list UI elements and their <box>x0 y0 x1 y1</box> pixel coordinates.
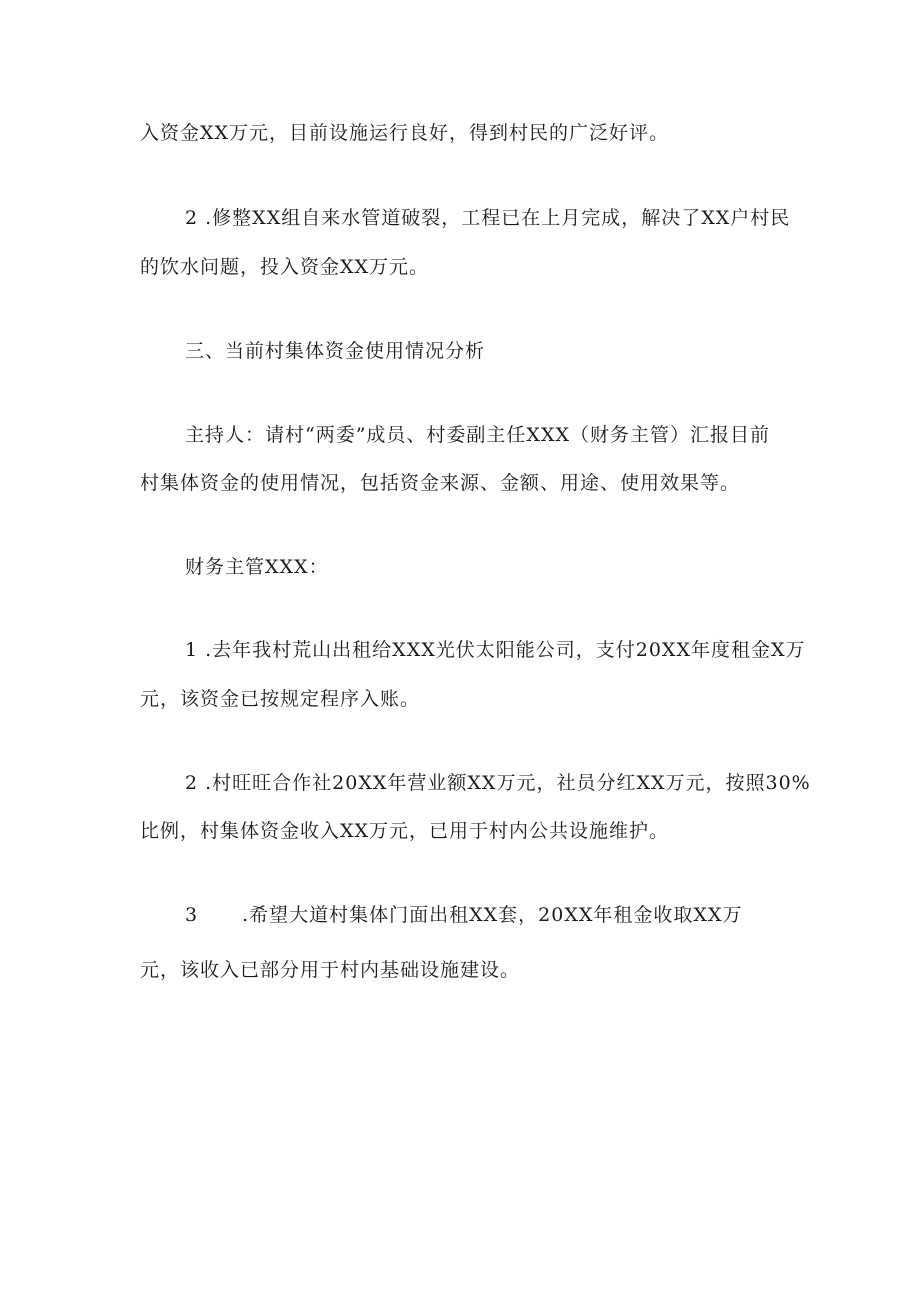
paragraph-line: 的饮水问题，投入资金XX万元。 <box>140 256 430 278</box>
paragraph-line: 主持人：请村“两委”成员、村委副主任XXX（财务主管）汇报目前 <box>185 424 771 446</box>
section-heading: 三、当前村集体资金使用情况分析 <box>185 340 486 362</box>
paragraph-line: 1 .去年我村荒山出租给XXX光伏太阳能公司，支付20XX年度租金X万 <box>185 639 806 661</box>
speaker-label: 财务主管XXX： <box>185 556 329 578</box>
paragraph-line: 元，该资金已按规定程序入账。 <box>140 688 421 710</box>
paragraph-line: 村集体资金的使用情况，包括资金来源、金额、用途、使用效果等。 <box>140 472 741 494</box>
list-text: .希望大道村集体门面出租XX套，20XX年租金收取XX万 <box>242 904 743 926</box>
paragraph-line: 元，该收入已部分用于村内基础设施建设。 <box>140 959 521 981</box>
list-number: 3 <box>185 904 199 926</box>
paragraph-line <box>185 902 835 928</box>
paragraph-line: 入资金XX万元，目前设施运行良好，得到村民的广泛好评。 <box>140 122 670 144</box>
paragraph-line: 比例，村集体资金收入XX万元，已用于村内公共设施维护。 <box>140 820 670 842</box>
paragraph-line: 2 .修整XX组自来水管道破裂，工程已在上月完成，解决了XX户村民 <box>185 207 791 229</box>
paragraph-line: 2 .村旺旺合作社20XX年营业额XX万元，社员分红XX万元，按照30% <box>185 772 811 794</box>
